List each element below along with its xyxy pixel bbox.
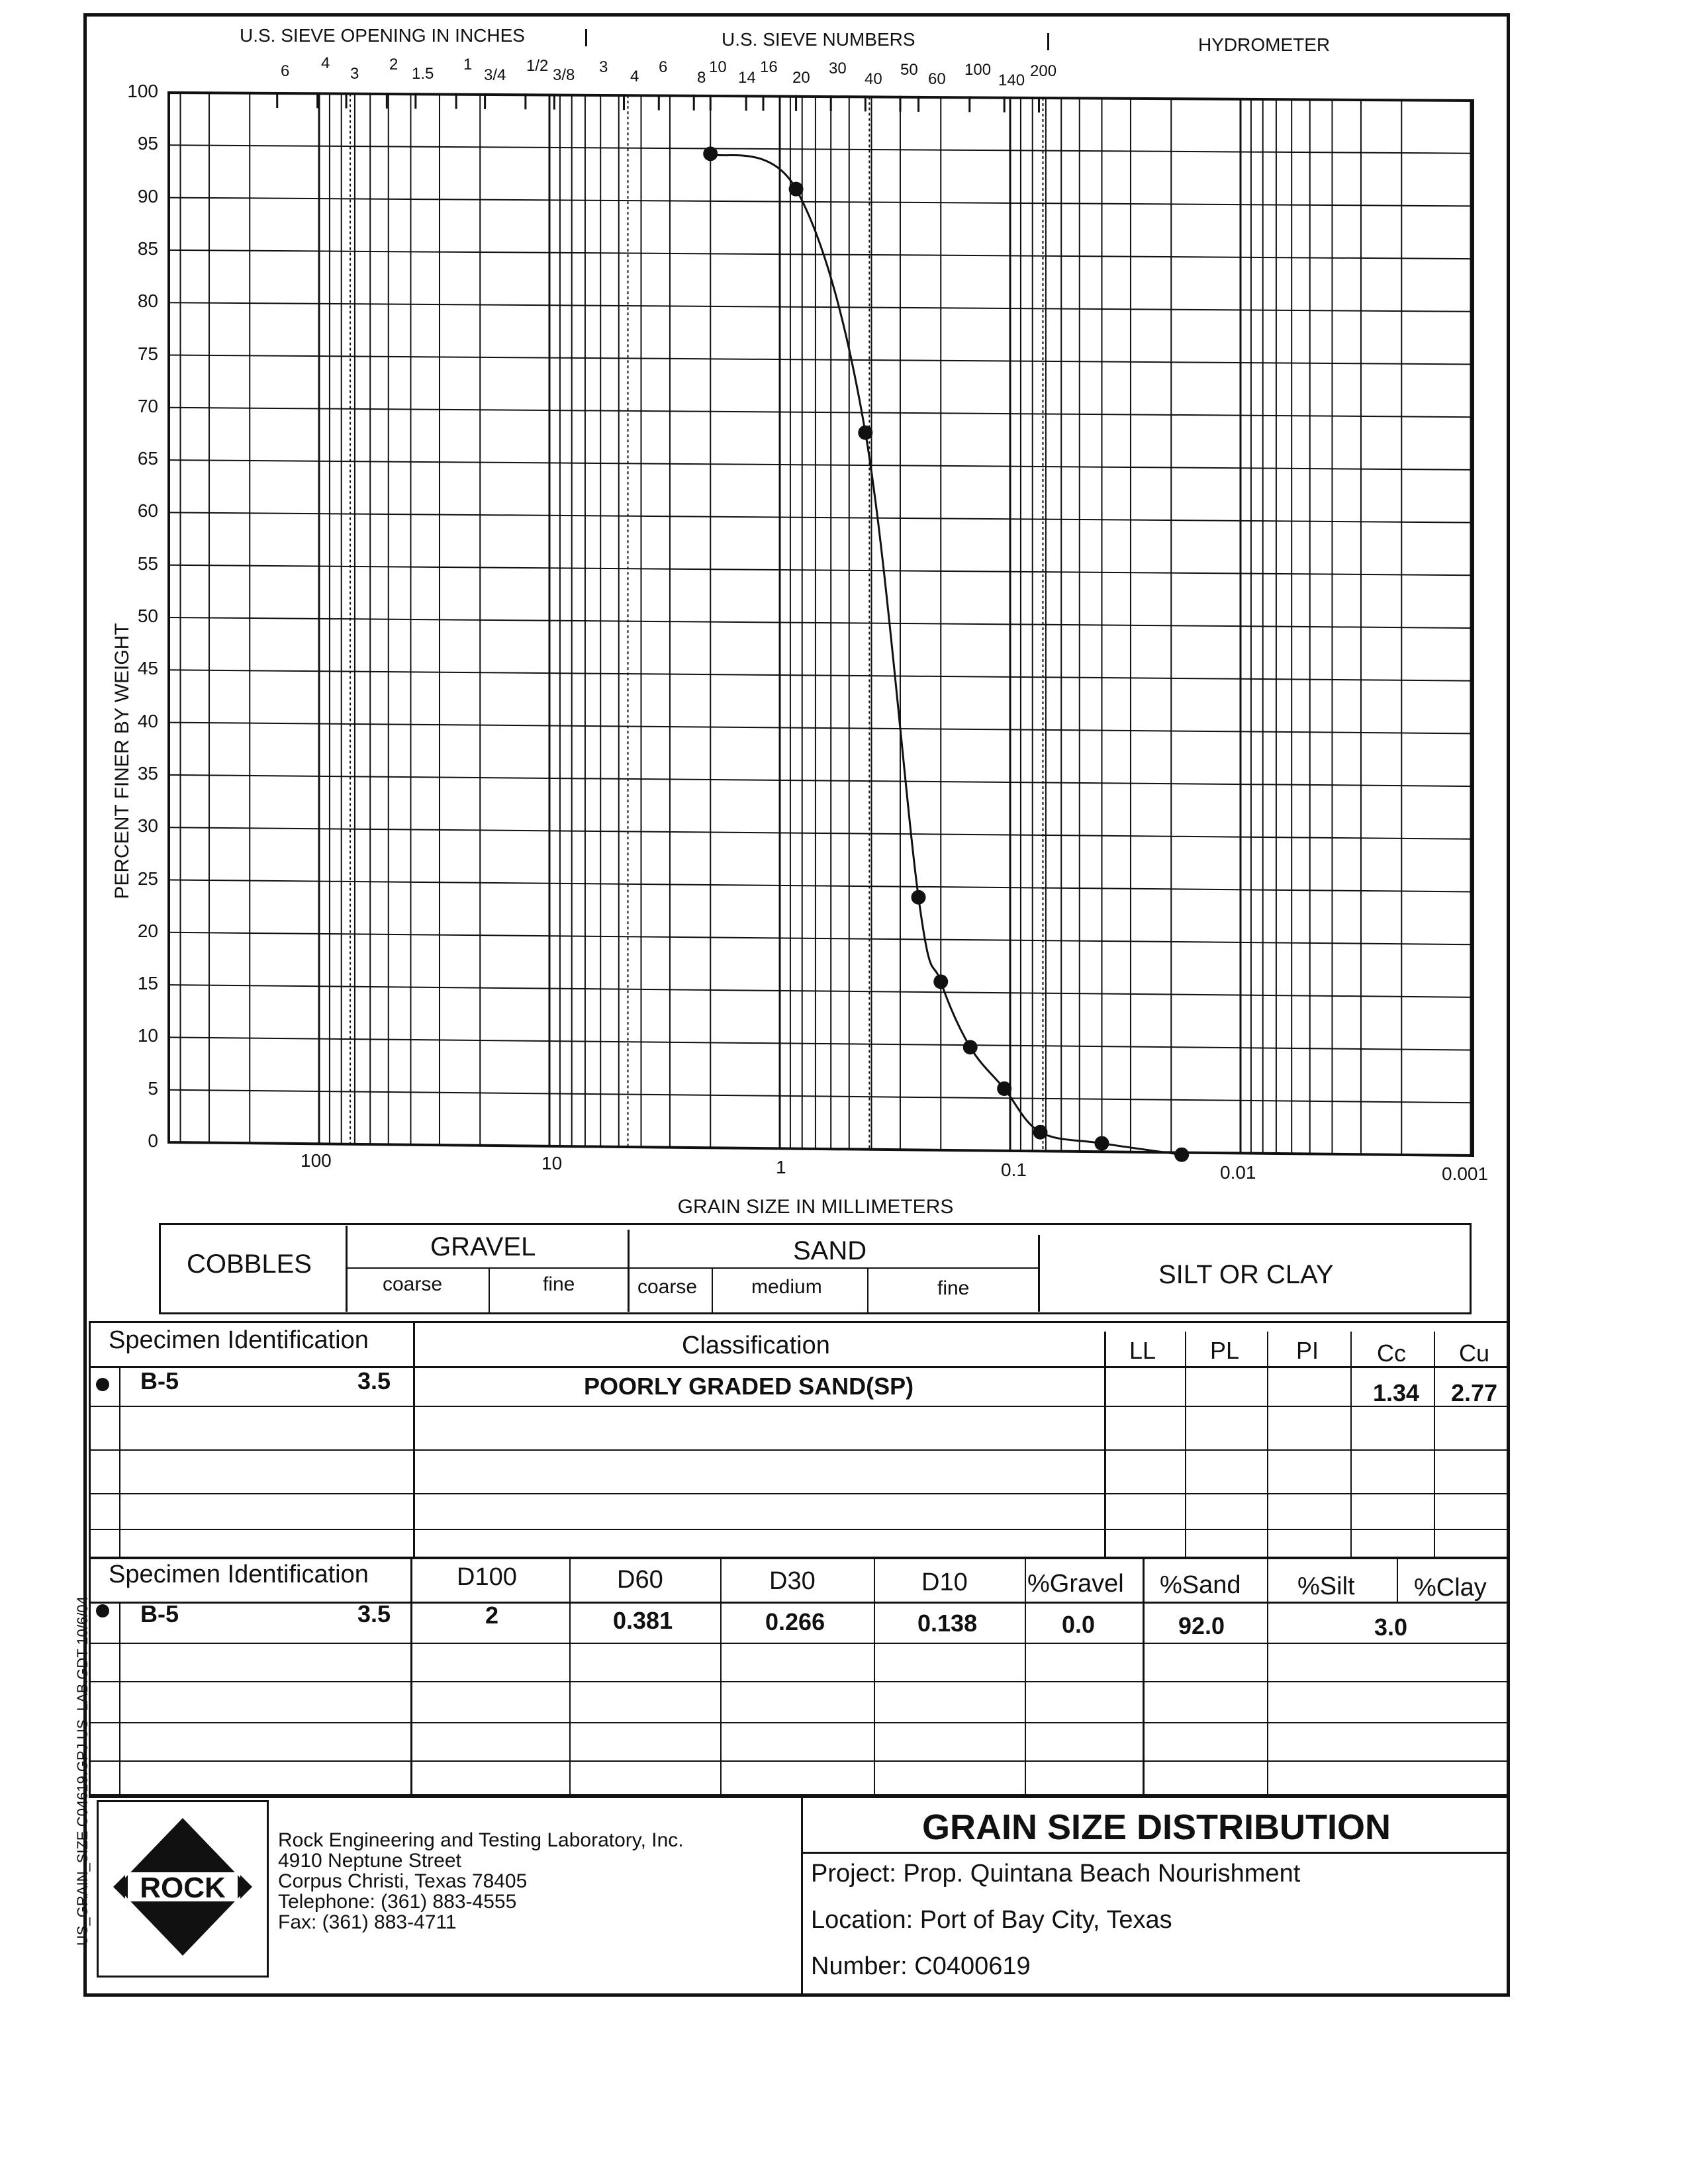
grid-line-horizontal <box>169 145 1473 153</box>
class-sand: SAND <box>793 1236 867 1265</box>
t1-header-specimen: Specimen Identification <box>109 1326 369 1354</box>
grid-line-horizontal <box>169 880 1473 892</box>
data-point <box>858 426 872 440</box>
x-tick-label: 10 <box>541 1153 563 1173</box>
y-tick-label: 80 <box>137 291 158 312</box>
t2-d60: 0.381 <box>613 1607 673 1634</box>
sieve-mark: 1 <box>463 56 473 73</box>
data-point <box>1033 1125 1048 1140</box>
sieve-numbers-label: U.S. SIEVE NUMBERS <box>722 29 915 50</box>
class-gravel-coarse: coarse <box>383 1273 443 1295</box>
sieve-mark: 6 <box>281 62 290 80</box>
y-tick-label: 15 <box>137 973 158 994</box>
class-gravel: GRAVEL <box>430 1232 536 1261</box>
lab-city: Corpus Christi, Texas 78405 <box>278 1870 528 1892</box>
lab-fax: Fax: (361) 883-4711 <box>278 1911 457 1933</box>
t2-d30: 0.266 <box>765 1608 825 1635</box>
class-gravel-fine: fine <box>543 1273 575 1295</box>
grid-line-horizontal <box>169 827 1473 839</box>
sieve-mark: 8 <box>697 69 706 87</box>
rock-logo-icon <box>99 1802 267 1976</box>
x-tick-label: 1 <box>776 1157 786 1177</box>
t2-gravel: 0.0 <box>1062 1611 1096 1638</box>
project-label: Project: <box>811 1860 896 1888</box>
y-tick-label: 40 <box>137 710 158 731</box>
grid-line-horizontal <box>169 355 1473 365</box>
sieve-mark: 4 <box>321 54 330 72</box>
t2-header-d10: D10 <box>921 1569 968 1596</box>
t2-sand: 92.0 <box>1178 1612 1225 1639</box>
x-tick-label: 0.01 <box>1220 1162 1256 1183</box>
t2-depth: 3.5 <box>357 1600 391 1627</box>
data-point <box>997 1081 1011 1096</box>
x-tick-label: 0.001 <box>1442 1163 1489 1184</box>
y-tick-label: 35 <box>137 762 158 784</box>
data-point <box>1094 1136 1109 1151</box>
grid-line-horizontal <box>169 302 1473 312</box>
sieve-mark: 30 <box>829 60 847 77</box>
class-sand-medium: medium <box>751 1276 822 1298</box>
sieve-mark: 3 <box>350 65 359 83</box>
data-point <box>933 974 948 989</box>
class-cobbles: COBBLES <box>187 1250 312 1279</box>
t1-depth: 3.5 <box>357 1367 391 1394</box>
x-axis-label: GRAIN SIZE IN MILLIMETERS <box>677 1196 954 1218</box>
lab-street: 4910 Neptune Street <box>278 1850 461 1872</box>
t2-header-silt: %Silt <box>1297 1572 1355 1600</box>
number-line <box>811 1952 1031 1981</box>
t1-header-ll: LL <box>1129 1337 1156 1364</box>
specimen-marker-icon <box>96 1378 109 1391</box>
y-tick-label: 50 <box>137 606 158 626</box>
number-label: Number: <box>811 1952 908 1980</box>
lab-name: Rock Engineering and Testing Laboratory, Inc. <box>278 1829 684 1851</box>
gradation-curve <box>710 154 1182 1154</box>
grid-line-horizontal <box>169 408 1473 417</box>
project-value: Prop. Quintana Beach Nourishment <box>903 1860 1301 1888</box>
t1-header-pi: PI <box>1296 1337 1319 1364</box>
t1-cu: 2.77 <box>1451 1379 1498 1406</box>
grid-line-horizontal <box>169 723 1473 734</box>
t1-classification: POORLY GRADED SAND(SP) <box>584 1373 914 1400</box>
t2-d10: 0.138 <box>917 1610 978 1637</box>
sieve-mark: 16 <box>760 58 778 76</box>
location-value: Port of Bay City, Texas <box>919 1906 1172 1934</box>
grid-line-horizontal <box>169 1037 1473 1050</box>
number-value: C0400619 <box>914 1952 1031 1980</box>
y-tick-label: 75 <box>137 343 158 364</box>
grid-line-horizontal <box>169 512 1473 522</box>
y-axis-label: PERCENT FINER BY WEIGHT <box>111 623 133 899</box>
location-line <box>811 1906 1172 1934</box>
data-point <box>963 1040 978 1054</box>
data-point <box>1174 1148 1189 1162</box>
grid-line-horizontal <box>169 1090 1473 1103</box>
sieve-mark: 14 <box>738 69 756 87</box>
grid-line-horizontal <box>169 933 1473 944</box>
grid-line-horizontal <box>169 565 1473 576</box>
y-tick-label: 0 <box>148 1130 158 1151</box>
y-tick-label: 20 <box>137 920 158 941</box>
file-stamp: US_GRAIN_SIZE C04619.GPJ US_LAB.GDT 10/6/04 <box>74 1596 91 1946</box>
grid-line-horizontal <box>169 985 1473 997</box>
sieve-mark: 3/8 <box>553 66 575 84</box>
grid-line-horizontal <box>169 93 1473 101</box>
class-silt-clay: SILT OR CLAY <box>1158 1260 1334 1289</box>
sieve-inches-label: U.S. SIEVE OPENING IN INCHES <box>240 25 525 46</box>
data-point <box>912 890 926 905</box>
y-tick-label: 25 <box>137 868 158 889</box>
y-tick-label: 10 <box>137 1025 158 1046</box>
t1-header-cu: Cu <box>1459 1340 1490 1367</box>
sieve-mark: 10 <box>709 58 727 76</box>
t1-header-pl: PL <box>1210 1337 1240 1364</box>
sieve-mark: 50 <box>900 61 918 79</box>
logo-text: ROCK <box>140 1872 226 1904</box>
sieve-mark: 4 <box>630 68 639 85</box>
project-line <box>811 1860 1300 1888</box>
grid-line-horizontal <box>169 198 1473 206</box>
grid-line-horizontal <box>169 1142 1473 1156</box>
t2-header-specimen: Specimen Identification <box>109 1561 369 1588</box>
t2-header-d100: D100 <box>457 1563 517 1591</box>
lab-address <box>278 1830 684 1933</box>
sieve-mark: 40 <box>865 70 882 88</box>
plot-border <box>169 93 1473 1156</box>
data-point <box>703 146 718 161</box>
y-tick-label: 55 <box>137 553 158 574</box>
x-tick-label: 0.1 <box>1001 1160 1027 1180</box>
grid-line-horizontal <box>169 617 1473 628</box>
t2-header-d60: D60 <box>617 1566 663 1594</box>
y-tick-label: 85 <box>137 238 158 259</box>
y-tick-label: 90 <box>137 185 158 206</box>
grid-line-horizontal <box>169 670 1473 680</box>
class-sand-fine: fine <box>937 1277 970 1299</box>
sieve-mark: 2 <box>389 56 399 73</box>
hydrometer-label: HYDROMETER <box>1198 34 1331 55</box>
y-tick-label: 100 <box>127 81 158 101</box>
grid-line-horizontal <box>169 460 1473 470</box>
t2-boring: B-5 <box>140 1600 179 1627</box>
t2-header-gravel: %Gravel <box>1027 1570 1124 1598</box>
header-divider-2 <box>1047 33 1049 50</box>
t1-cc: 1.34 <box>1373 1379 1420 1406</box>
sieve-mark: 140 <box>998 71 1025 89</box>
sieve-mark: 20 <box>792 69 810 87</box>
sieve-mark: 200 <box>1030 62 1057 80</box>
y-tick-label: 45 <box>137 658 158 679</box>
t2-d100: 2 <box>485 1602 499 1629</box>
sieve-mark: 60 <box>928 70 946 88</box>
grid-line-horizontal <box>169 250 1473 259</box>
y-tick-label: 70 <box>137 395 158 416</box>
x-tick-label: 100 <box>301 1150 332 1171</box>
location-label: Location: <box>811 1906 914 1934</box>
t2-header-d30: D30 <box>769 1567 816 1595</box>
grid-line-horizontal <box>169 775 1473 786</box>
lab-logo <box>97 1800 269 1978</box>
t1-header-cc: Cc <box>1377 1340 1406 1367</box>
sieve-mark: 100 <box>964 61 992 79</box>
y-tick-label: 95 <box>137 133 158 154</box>
lab-telephone: Telephone: (361) 883-4555 <box>278 1891 517 1913</box>
title-block <box>803 1801 1510 1993</box>
class-sand-coarse: coarse <box>637 1276 698 1298</box>
sieve-mark: 3/4 <box>484 66 506 84</box>
t2-silt-clay: 3.0 <box>1374 1614 1408 1641</box>
header-divider-1 <box>585 29 587 46</box>
t2-header-clay: %Clay <box>1414 1574 1487 1602</box>
sieve-mark: 1.5 <box>412 65 434 83</box>
t1-boring: B-5 <box>140 1367 179 1394</box>
sieve-mark: 3 <box>599 58 608 76</box>
sieve-mark: 1/2 <box>526 57 549 75</box>
specimen-marker-icon <box>96 1604 109 1617</box>
y-tick-label: 5 <box>148 1077 158 1099</box>
y-tick-label: 30 <box>137 815 158 837</box>
report-title: GRAIN SIZE DISTRIBUTION <box>921 1807 1391 1847</box>
sieve-mark: 6 <box>659 58 668 76</box>
t2-header-sand: %Sand <box>1160 1571 1241 1599</box>
y-tick-label: 60 <box>137 500 158 522</box>
t1-header-classification: Classification <box>682 1332 830 1359</box>
y-tick-label: 65 <box>137 448 158 469</box>
data-point <box>789 182 804 197</box>
